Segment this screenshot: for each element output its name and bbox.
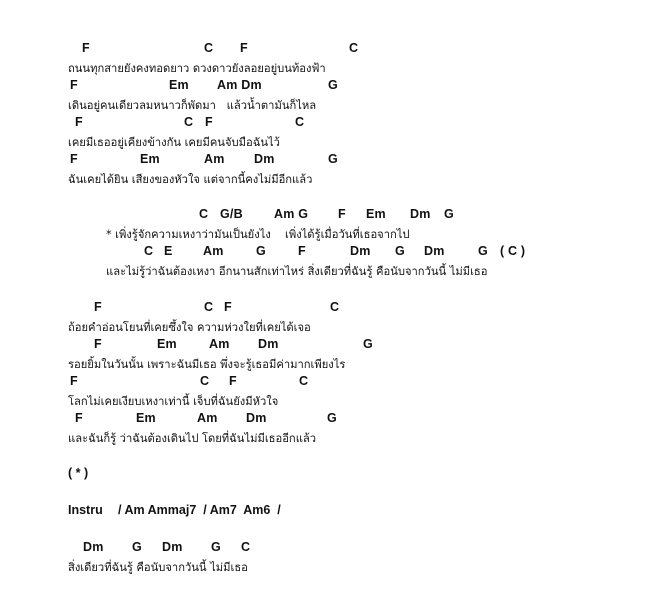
chord: E — [164, 244, 173, 258]
chord: G — [444, 207, 454, 221]
chord: F — [75, 115, 83, 129]
chord: F — [224, 300, 232, 314]
chord: Dm — [410, 207, 431, 221]
instru-label: Instru — [68, 503, 103, 517]
lyric-line: และฉันก็รู้ ว่าฉันต้องเดินไป โดยที่ฉันไม่มีเธออีกแล้ว — [68, 432, 317, 445]
lyric-line: และไม่รู้ว่าฉันต้องเหงา อีกนานสักเท่าไหร่ สิ่งเดียวที่ฉันรู้ คือนับจากวันนี้ ไม่มีเธอ — [106, 265, 488, 278]
chord: G — [328, 78, 338, 92]
chord: C — [184, 115, 194, 129]
chord: F — [70, 78, 78, 92]
chord: Am — [197, 411, 218, 425]
chord: F — [82, 41, 90, 55]
chord: F — [240, 41, 248, 55]
chord: G/B — [220, 207, 243, 221]
chord: Em — [366, 207, 386, 221]
lyric-line: ถ้อยคำอ่อนโยนที่เคยซึ้งใจ ความห่วงใยที่เคยได้เจอ — [68, 321, 311, 334]
chord: Dm — [246, 411, 267, 425]
chord: C — [299, 374, 309, 388]
chord: F — [94, 337, 102, 351]
chord: G — [363, 337, 373, 351]
chord: F — [205, 115, 213, 129]
chord: Dm — [424, 244, 445, 258]
chord: C — [295, 115, 305, 129]
chord: F — [70, 152, 78, 166]
lyric-line: รอยยิ้มในวันนั้น เพราะฉันมีเธอ พึ่งจะรู้เธอมีค่ามากเพียงไร — [68, 358, 346, 371]
chord: Dm — [162, 540, 183, 554]
chord: Dm — [258, 337, 279, 351]
chord: C — [330, 300, 340, 314]
lyric-line: เคยมีเธออยู่เคียงข้างกัน เคยมีคนจับมือฉันไว้ — [68, 136, 280, 149]
chord: C — [204, 300, 214, 314]
chord: Em — [157, 337, 177, 351]
chord: Dm — [350, 244, 371, 258]
chord: F — [338, 207, 346, 221]
lyric-line: เดินอยู่คนเดียวลมหนาวก็พัดมา แล้วน้ำตามันก็ไหล — [68, 99, 317, 112]
chord: Am Dm — [217, 78, 262, 92]
chord: Dm — [254, 152, 275, 166]
lyric-line: สิ่งเดียวที่ฉันรู้ คือนับจากวันนี้ ไม่มีเธอ — [68, 561, 248, 574]
chord: G — [211, 540, 221, 554]
chord: ( C ) — [500, 244, 526, 258]
chord: C — [144, 244, 154, 258]
chord: Am — [203, 244, 224, 258]
chord: G — [132, 540, 142, 554]
chord: G — [395, 244, 405, 258]
chord: F — [94, 300, 102, 314]
chord: G — [327, 411, 337, 425]
chord: C — [200, 374, 210, 388]
lyric-line: ฉันเคยได้ยิน เสียงของหัวใจ แต่จากนี้คงไม่มีอีกแล้ว — [68, 173, 313, 186]
lyric-line: ถนนทุกสายยังคงทอดยาว ดวงดาวยังลอยอยู่บนท้องฟ้า — [68, 62, 326, 75]
chord: F — [75, 411, 83, 425]
chord: Am G — [274, 207, 309, 221]
lyric-line: โลกไม่เคยเงียบเหงาเท่านี้ เจ็บที่ฉันยังมีหัวใจ — [68, 395, 279, 408]
instru-progression: / Am Ammaj7 / Am7 Am6 / — [118, 503, 281, 517]
chord: Em — [140, 152, 160, 166]
chord: G — [328, 152, 338, 166]
chord: C — [349, 41, 359, 55]
chord: Am — [209, 337, 230, 351]
chord: C — [204, 41, 214, 55]
chord: Em — [169, 78, 189, 92]
chord: F — [70, 374, 78, 388]
lyric-line: * เพิ่งรู้จักความเหงาว่ามันเป็นยังไง เพิ่งได้รู้เมื่อวันที่เธอจากไป — [106, 228, 410, 241]
chord: F — [229, 374, 237, 388]
chord: Dm — [83, 540, 104, 554]
chord: Em — [136, 411, 156, 425]
chord: F — [298, 244, 306, 258]
chord: Am — [204, 152, 225, 166]
chord: G — [256, 244, 266, 258]
chord: C — [199, 207, 209, 221]
chord: G — [478, 244, 488, 258]
chord: C — [241, 540, 251, 554]
repeat-marker: ( * ) — [68, 466, 89, 480]
